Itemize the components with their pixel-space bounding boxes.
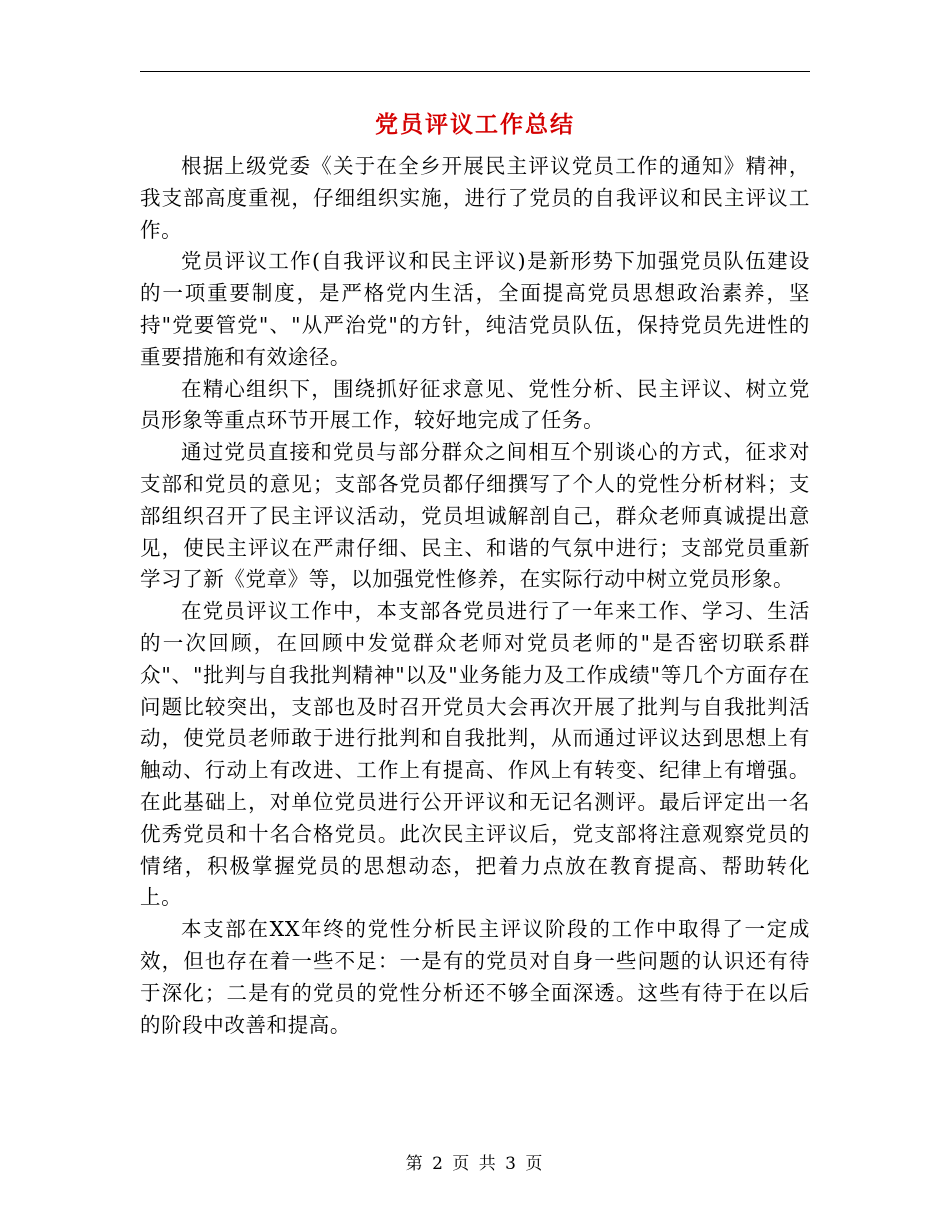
page-number-label: 第 2 页 共 3 页 xyxy=(405,1154,545,1174)
page-footer xyxy=(140,1152,810,1176)
paragraph-3: 在精心组织下，围绕抓好征求意见、党性分析、民主评议、树立党员形象等重点环节开展工作，较好地完成了任务。 xyxy=(140,376,810,433)
paragraph-4: 通过党员直接和党员与部分群众之间相互个别谈心的方式，征求对支部和党员的意见；支部各党员都仔细撰写了个人的党性分析材料；支部组织召开了民主评议活动，党员坦诚解剖自己，群众老师真诚提出意见，使民主评议在严肃仔细、民主、和谐的气氛中进行；支部党员重新学习了新《党章》等，以加强党性修养，在实际行动中树立党员形象。 xyxy=(140,440,810,592)
header-rule xyxy=(140,71,810,72)
paragraph-2: 党员评议工作(自我评议和民主评议)是新形势下加强党员队伍建设的一项重要制度，是严格党内生活，全面提高党员思想政治素养，坚持"党要管党"、"从严治党"的方针，纯洁党员队伍，保持党员先进性的重要措施和有效途径。 xyxy=(140,249,810,369)
paragraph-5: 在党员评议工作中，本支部各党员进行了一年来工作、学习、生活的一次回顾，在回顾中发觉群众老师对党员老师的"是否密切联系群众"、"批判与自我批判精神"以及"业务能力及工作成绩"等几个方面存在问题比较突出，支部也及时召开党员大会再次开展了批判与自我批判活动，使党员老师敢于进行批判和自我批判，从而通过评议达到思想上有触动、行动上有改进、工作上有提高、作风上有转变、纪律上有增强。在此基础上，对单位党员进行公开评议和无记名测评。最后评定出一名优秀党员和十名合格党员。此次民主评议后，党支部将注意观察党员的情绪，积极掌握党员的思想动态，把着力点放在教育提高、帮助转化上。 xyxy=(140,599,810,910)
document-title: 党员评议工作总结 xyxy=(375,111,575,138)
paragraph-1: 根据上级党委《关于在全乡开展民主评议党员工作的通知》精神，我支部高度重视，仔细组织实施，进行了党员的自我评议和民主评议工作。 xyxy=(140,154,810,242)
paragraph-6: 本支部在XX年终的党性分析民主评议阶段的工作中取得了一定成效，但也存在着一些不足：一是有的党员对自身一些问题的认识还有待于深化；二是有的党员的党性分析还不够全面深透。这些有待于在以后的阶段中改善和提高。 xyxy=(140,917,810,1037)
document-body xyxy=(140,151,810,1041)
